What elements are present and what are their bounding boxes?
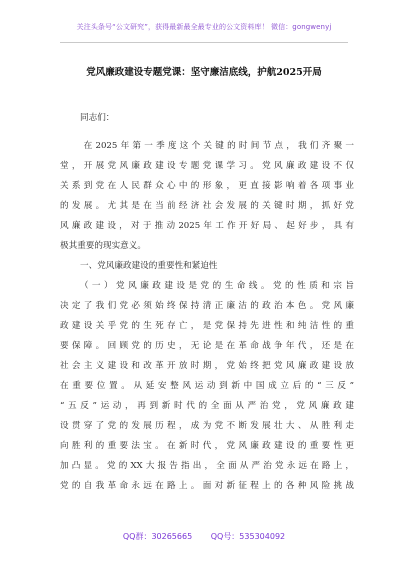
footer-contacts bbox=[0, 531, 408, 542]
qq-group-number: QQ群：30265665 bbox=[122, 532, 193, 541]
paragraph-line: 风廉政建设，对于推动2025年工作开好局、起好步，具有 bbox=[60, 221, 354, 231]
paragraph-line: “五反”运动，再到新时代的全面从严治党，党风廉政建 bbox=[60, 401, 354, 411]
paragraph-line: 社会主义建设和改革开放时期，党始终把党风廉政建设放 bbox=[60, 361, 354, 371]
paragraph-intro bbox=[60, 136, 354, 256]
paragraph-line: 在重要位置。从延安整风运动到新中国成立后的“三反” bbox=[60, 381, 354, 391]
header-banner: 关注头条号“公文研究”，获得最新最全最专业的公文资料库！ 微信：gongwenyj bbox=[76, 23, 332, 31]
paragraph-line: 加凸显。党的XX大报告指出，全面从严治党永远在路上， bbox=[60, 461, 354, 471]
paragraph-line: 在2025年第一季度这个关键的时间节点，我们齐聚一 bbox=[60, 141, 354, 151]
paragraph-line: 堂，开展党风廉政建设专题党课学习。党风廉政建设不仅 bbox=[60, 161, 354, 171]
paragraph-line: 极其重要的现实意义。 bbox=[60, 241, 146, 251]
document-body bbox=[60, 108, 354, 496]
section-heading: 一、党风廉政建设的重要性和紧迫性 bbox=[80, 261, 218, 271]
paragraph-line: 设贯穿了党的发展历程，成为党不断发展壮大、从胜利走 bbox=[60, 421, 354, 431]
paragraph-line: （一）党风廉政建设是党的生命线。党的性质和宗旨 bbox=[60, 281, 354, 291]
greeting: 同志们： bbox=[80, 113, 115, 123]
document-title: 党风廉政建设专题党课：坚守廉洁底线，护航2025开局 bbox=[86, 67, 322, 78]
paragraph-section-1 bbox=[60, 276, 354, 496]
header-divider bbox=[60, 42, 348, 43]
paragraph-line: 的发展。尤其是在当前经济社会发展的关键时期，抓好党 bbox=[60, 201, 354, 211]
paragraph-line: 党的自我革命永远在路上。面对新征程上的各种风险挑战 bbox=[60, 481, 354, 491]
paragraph-line: 关系到党在人民群众心中的形象，更直接影响着各项事业 bbox=[60, 181, 354, 191]
paragraph-line: 决定了我们党必须始终保持清正廉洁的政治本色。党风廉 bbox=[60, 301, 354, 311]
qq-account-number: QQ号：535304092 bbox=[210, 532, 286, 541]
paragraph-line: 要保障。回顾党的历史，无论是在革命战争年代，还是在 bbox=[60, 341, 354, 351]
paragraph-line: 政建设关乎党的生死存亡，是党保持先进性和纯洁性的重 bbox=[60, 321, 354, 331]
paragraph-line: 向胜利的重要法宝。在新时代，党风廉政建设的重要性更 bbox=[60, 441, 354, 451]
